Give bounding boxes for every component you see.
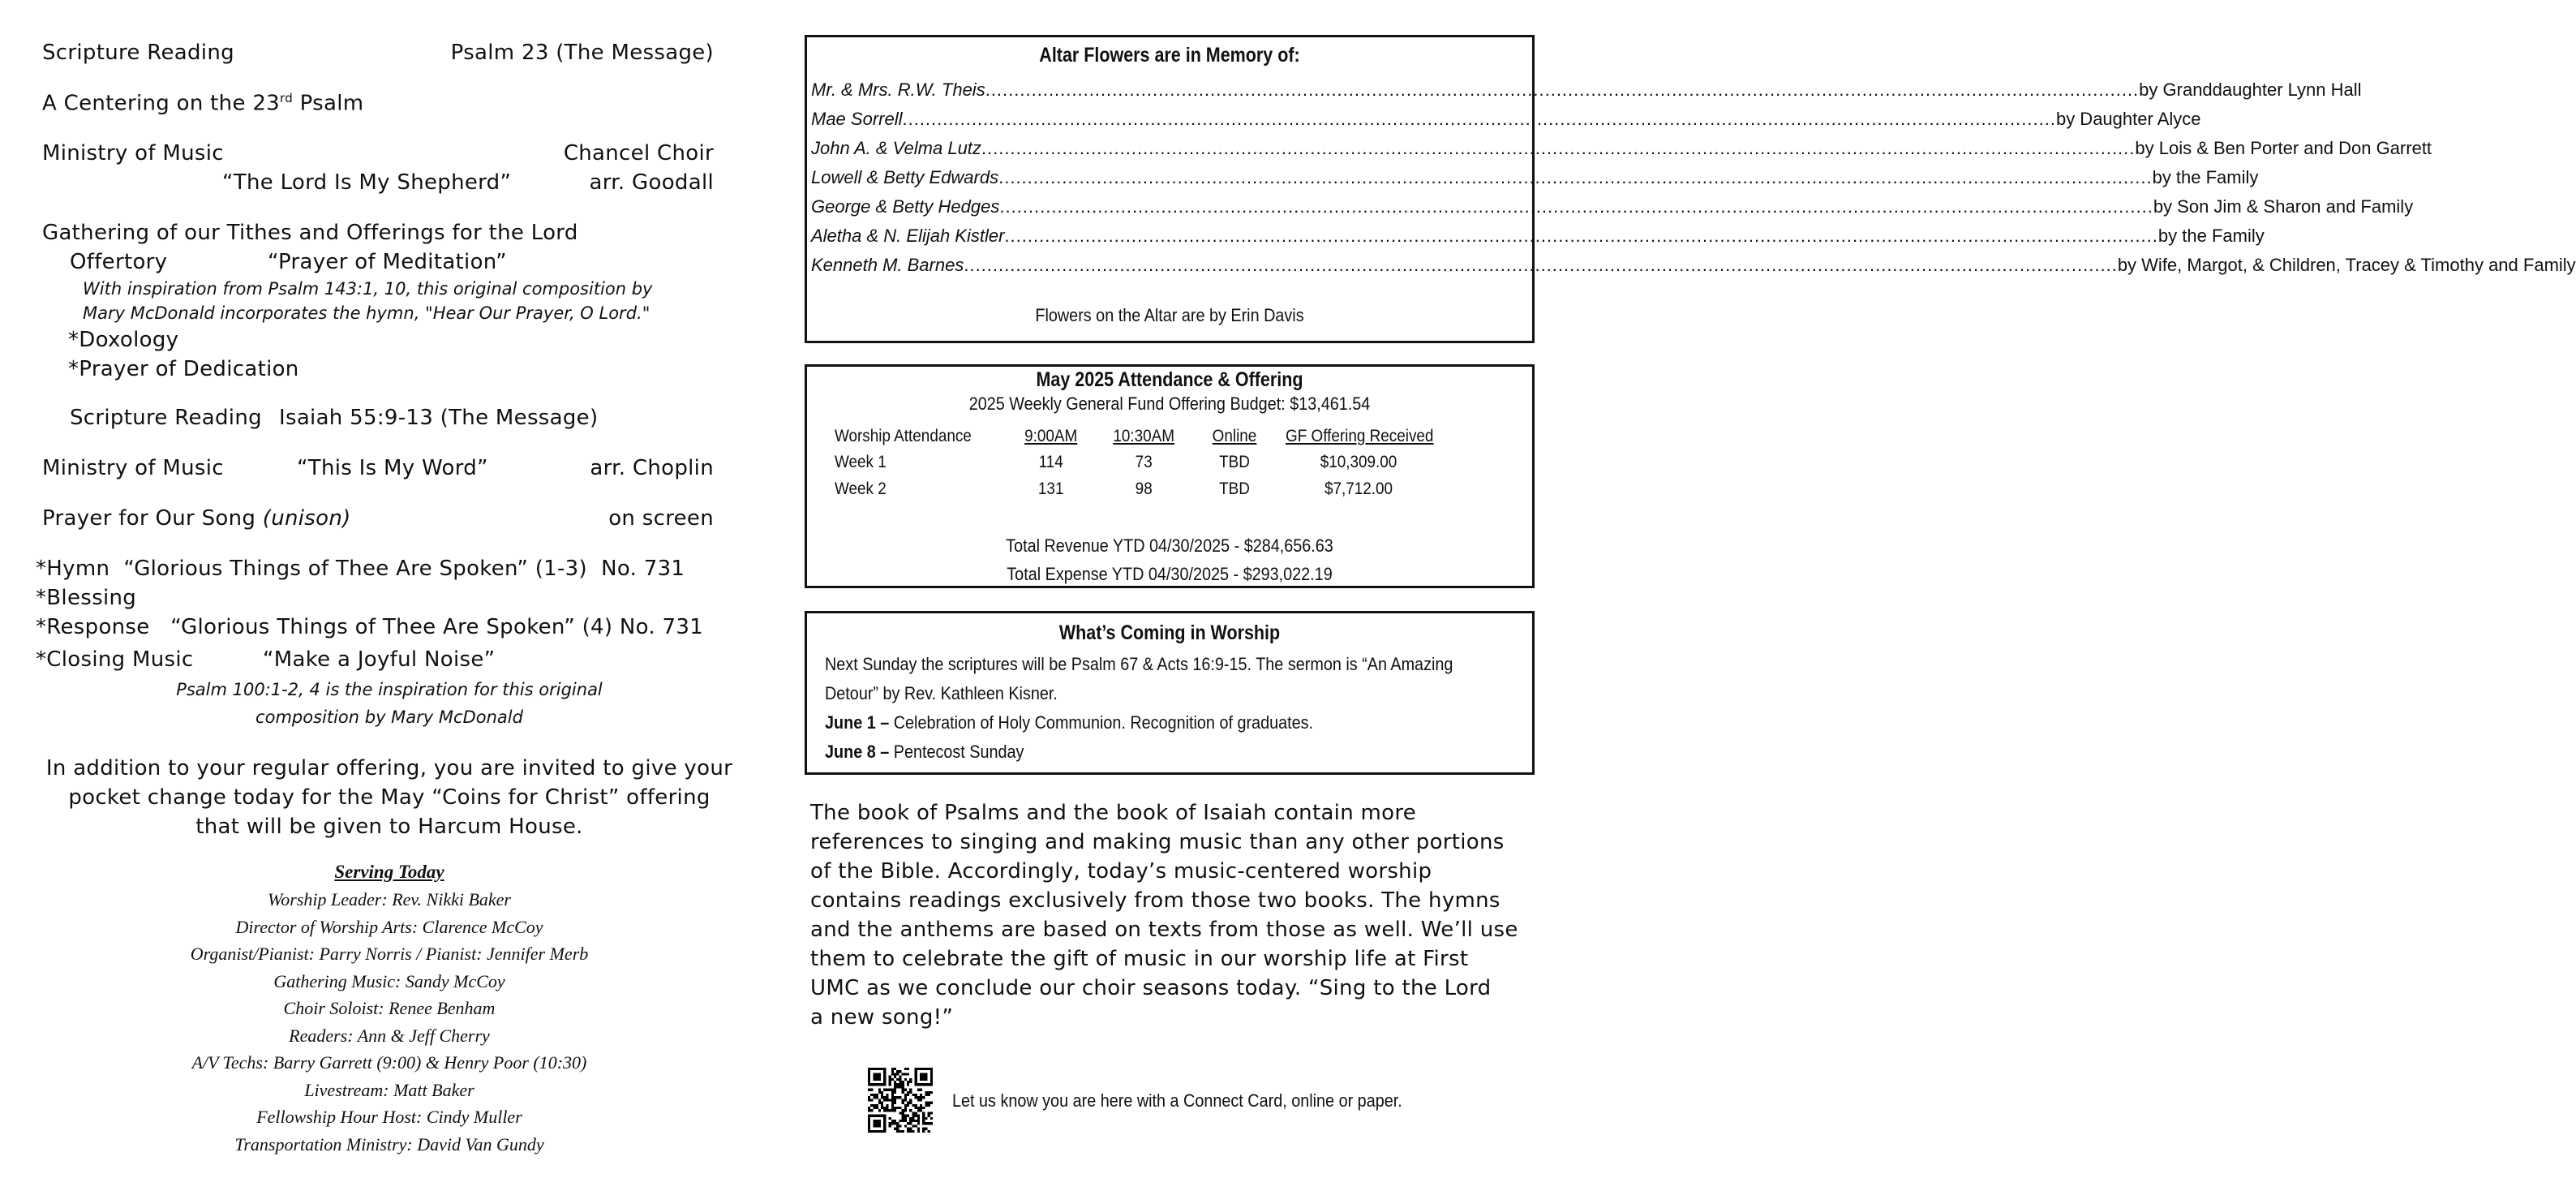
ministry-music-2-title: “This Is My Word”	[297, 456, 488, 480]
closing-music-label: *Closing Music	[36, 647, 194, 672]
paragraph-line: and the anthems are based on texts from those as well. We’ll use	[810, 918, 1518, 942]
memorial-given-by: by Daughter Alyce	[2055, 109, 2201, 129]
memorial-given-by: by Wife, Margot, & Children, Tracey & Timothy and Family	[2117, 255, 2576, 275]
offertory-label: Offertory	[70, 250, 168, 274]
ministry-music-performer: Chancel Choir	[563, 141, 714, 166]
memorial-given-by: by Granddaughter Lynn Hall	[2139, 80, 2362, 100]
memorial-given-by: by Son Jim & Sharon and Family	[2153, 196, 2414, 217]
altar-memorial-row	[811, 101, 2201, 130]
paragraph-line: a new song!”	[810, 1005, 954, 1030]
table-cell: TBD	[1219, 453, 1250, 471]
serving-today	[32, 858, 746, 1158]
table-cell: $7,712.00	[1324, 479, 1393, 498]
memorial-name: Lowell & Betty Edwards	[811, 167, 999, 187]
serving-line: Worship Leader: Rev. Nikki Baker	[268, 889, 511, 909]
psalms-paragraph	[810, 798, 1540, 1032]
dot-leader: ........................................................................................................................................................................................................	[998, 167, 2153, 187]
coins-line1: In addition to your regular offering, you are invited to give your	[45, 756, 733, 780]
expense-line: Total Expense YTD 04/30/2025 - $293,022.19	[1007, 564, 1333, 584]
serving-heading: Serving Today	[334, 862, 444, 882]
attendance-box	[805, 364, 1535, 588]
serving-line: Director of Worship Arts: Clarence McCoy	[235, 916, 543, 937]
offertory-title: “Prayer of Meditation”	[268, 250, 507, 274]
closing-note-line1: Psalm 100:1-2, 4 is the inspiration for this original	[176, 680, 603, 699]
serving-line: Fellowship Hour Host: Cindy Muller	[256, 1107, 522, 1127]
scripture-reading-label: Scripture Reading	[42, 41, 234, 65]
response-line: *Response “Glorious Things of Thee Are Spoken” (4) No. 731	[36, 615, 704, 639]
serving-line: Choir Soloist: Renee Benham	[283, 998, 496, 1018]
ministry-music-2-arranger: arr. Choplin	[590, 456, 714, 480]
table-cell: 131	[1037, 479, 1064, 498]
attendance-table	[807, 427, 1532, 508]
closing-note-line2: composition by Mary McDonald	[255, 707, 523, 727]
serving-line: Livestream: Matt Baker	[304, 1079, 474, 1100]
altar-memorial-row	[811, 130, 2432, 159]
june1-line: June 1 – Celebration of Holy Communion. Recognition of graduates.	[825, 712, 1314, 733]
doxology: *Doxology	[68, 328, 179, 352]
altar-memorial-row	[811, 217, 2265, 247]
qr-code-icon[interactable]	[868, 1068, 933, 1133]
prayer-of-dedication: *Prayer of Dedication	[68, 357, 299, 381]
scripture-reading-2-ref: Isaiah 55:9-13 (The Message)	[279, 406, 599, 430]
memorial-name: Aletha & N. Elijah Kistler	[811, 226, 1005, 246]
scripture-reading-2-label: Scripture Reading	[70, 406, 262, 430]
blessing: *Blessing	[36, 586, 137, 610]
coming-line2: Detour” by Rev. Kathleen Kisner.	[825, 683, 1058, 703]
table-cell: 114	[1038, 453, 1063, 471]
dot-leader: ........................................................................................................................................................................................................	[985, 80, 2140, 100]
ministry-music-label: Ministry of Music	[42, 141, 224, 166]
paragraph-line: them to celebrate the gift of music in our worship life at First	[810, 947, 1469, 971]
table-header: GF Offering Received	[1286, 427, 1434, 445]
june8-line: June 8 – Pentecost Sunday	[825, 742, 1024, 762]
altar-memorial-row	[811, 159, 2259, 188]
table-cell: TBD	[1219, 479, 1250, 498]
dot-leader: ........................................................................................................................................................................................................	[902, 109, 2056, 129]
coming-line1: Next Sunday the scriptures will be Psalm 67 & Acts 16:9-15. The sermon is “An Amazing	[825, 654, 1453, 674]
dot-leader: ........................................................................................................................................................................................................	[964, 255, 2118, 275]
closing-music-title: “Make a Joyful Noise”	[263, 647, 496, 672]
memorial-given-by: by the Family	[2152, 167, 2259, 187]
altar-memorial-row	[811, 247, 2576, 276]
paragraph-line: references to singing and making music than any other portions	[810, 830, 1505, 854]
paragraph-line: of the Bible. Accordingly, today’s music-centered worship	[810, 859, 1432, 884]
serving-line: Readers: Ann & Jeff Cherry	[289, 1025, 490, 1046]
gathering-label: Gathering of our Tithes and Offerings for the Lord	[42, 221, 578, 245]
table-header: Online	[1212, 427, 1257, 445]
serving-line: Organist/Pianist: Parry Norris / Pianist: Jennifer Merb	[190, 944, 589, 964]
memorial-name: Kenneth M. Barnes	[811, 255, 964, 275]
attendance-title: May 2025 Attendance & Offering	[1036, 368, 1303, 391]
altar-memorial-row	[811, 188, 2414, 217]
hymn-line: *Hymn “Glorious Things of Thee Are Spoken” (1-3) No. 731	[36, 557, 685, 581]
table-cell: Week 1	[835, 453, 887, 471]
memorial-name: Mr. & Mrs. R.W. Theis	[811, 80, 985, 100]
serving-line: A/V Techs: Barry Garrett (9:00) & Henry Poor (10:30)	[191, 1052, 587, 1073]
scripture-reading-ref: Psalm 23 (The Message)	[450, 41, 714, 65]
altar-memorial-row	[811, 71, 2362, 101]
table-header: 10:30AM	[1113, 427, 1175, 445]
anthem-title: “The Lord Is My Shepherd”	[222, 170, 512, 195]
memorial-name: John A. & Velma Lutz	[811, 138, 981, 158]
revenue-line: Total Revenue YTD 04/30/2025 - $284,656.63	[1006, 535, 1333, 556]
table-cell: 73	[1135, 453, 1153, 471]
memorial-name: Mae Sorrell	[811, 109, 903, 129]
table-cell: $10,309.00	[1320, 453, 1397, 471]
prayer-for-song: Prayer for Our Song (unison)	[42, 506, 351, 531]
serving-line: Gathering Music: Sandy McCoy	[273, 970, 505, 991]
offertory-note-line1: With inspiration from Psalm 143:1, 10, this original composition by	[83, 279, 653, 299]
connect-card-text: Let us know you are here with a Connect Card, online or paper.	[952, 1090, 1402, 1111]
paragraph-line: The book of Psalms and the book of Isaiah contain more	[810, 801, 1417, 825]
serving-line: Transportation Ministry: David Van Gundy	[234, 1133, 544, 1155]
paragraph-line: contains readings exclusively from those two books. The hymns	[810, 888, 1501, 913]
table-cell: 98	[1135, 479, 1153, 498]
paragraph-line: UMC as we conclude our choir seasons today. “Sing to the Lord	[810, 976, 1492, 1000]
memorial-name: George & Betty Hedges	[811, 196, 1000, 217]
memorial-given-by: by Lois & Ben Porter and Don Garrett	[2135, 138, 2432, 158]
coins-line3: that will be given to Harcum House.	[195, 815, 583, 839]
altar-flowers-title: Altar Flowers are in Memory of:	[1039, 44, 1300, 67]
anthem-arranger: arr. Goodall	[589, 170, 714, 195]
prayer-for-song-where: on screen	[608, 506, 714, 531]
centering-line: A Centering on the 23rd Psalm	[42, 91, 364, 116]
dot-leader: ........................................................................................................................................................................................................	[981, 138, 2136, 158]
coins-line2: pocket change today for the May “Coins for Christ” offering	[68, 785, 711, 810]
table-header: Worship Attendance	[835, 427, 972, 445]
offertory-note-line2: Mary McDonald incorporates the hymn, "Hear Our Prayer, O Lord."	[83, 303, 650, 323]
ministry-music-2-label: Ministry of Music	[42, 456, 224, 480]
altar-flowers-box	[805, 35, 2576, 343]
table-cell: Week 2	[835, 479, 887, 498]
coming-worship-box	[805, 611, 1535, 775]
dot-leader: ........................................................................................................................................................................................................	[1004, 226, 2158, 246]
dot-leader: ........................................................................................................................................................................................................	[999, 196, 2153, 217]
memorial-given-by: by the Family	[2157, 226, 2265, 246]
altar-flowers-footer: Flowers on the Altar are by Erin Davis	[1035, 305, 1304, 325]
budget-line: 2025 Weekly General Fund Offering Budget: $13,461.54	[968, 393, 1371, 414]
coming-worship-title: What’s Coming in Worship	[1058, 621, 1281, 644]
table-header: 9:00AM	[1024, 427, 1078, 445]
